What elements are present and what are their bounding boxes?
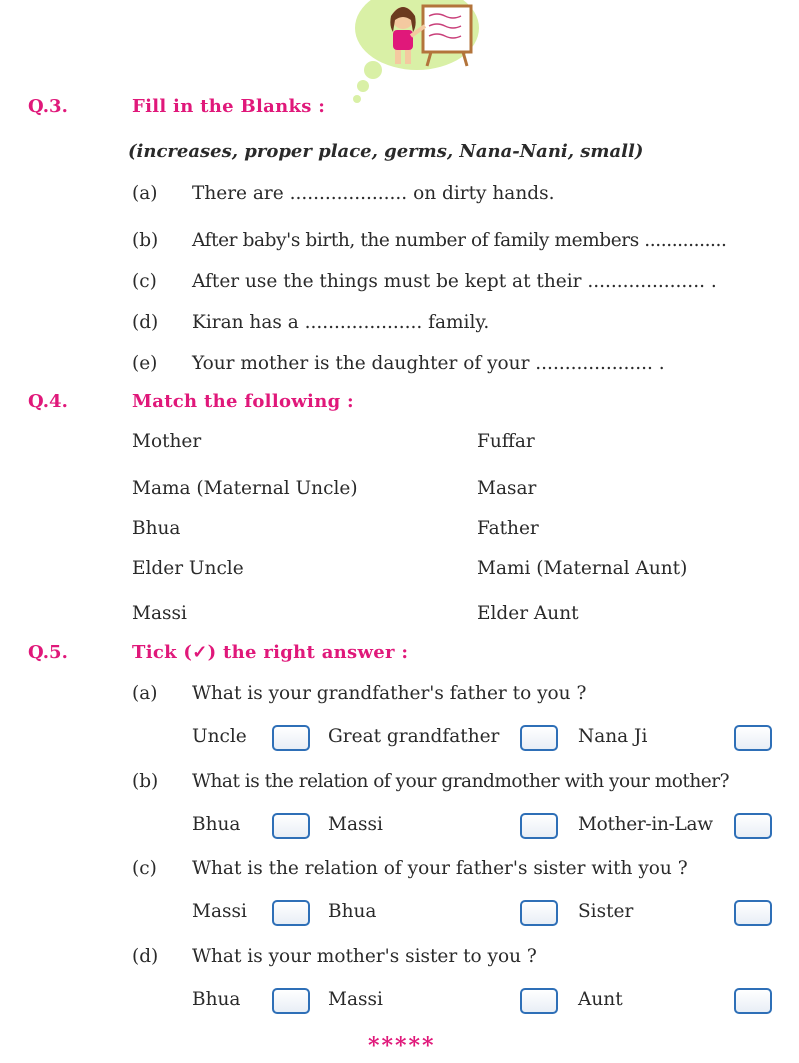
q5-c-checkbox-3[interactable] (734, 900, 772, 926)
q5-c-checkbox-1[interactable] (272, 900, 310, 926)
q5-item-a-question: What is your grandfather's father to you ? (192, 683, 587, 704)
q5-item-d-question: What is your mother's sister to you ? (192, 946, 537, 967)
q4-title: Match the following : (132, 391, 354, 412)
q3-item-d-label: (d) (132, 312, 159, 333)
q4-left-2: Mama (Maternal Uncle) (132, 478, 358, 499)
q5-a-checkbox-1[interactable] (272, 725, 310, 751)
q3-item-c-text: After use the things must be kept at their .................... . (192, 271, 717, 292)
q5-b-checkbox-2[interactable] (520, 813, 558, 839)
q5-c-option-2: Bhua (328, 901, 377, 922)
q5-a-checkbox-3[interactable] (734, 725, 772, 751)
q5-d-option-3: Aunt (578, 989, 623, 1010)
q5-a-option-2: Great grandfather (328, 726, 500, 747)
q4-right-2: Masar (477, 478, 537, 499)
q5-item-d-label: (d) (132, 946, 159, 967)
q5-d-option-2: Massi (328, 989, 383, 1010)
q4-left-3: Bhua (132, 518, 181, 539)
q5-b-option-2: Massi (328, 814, 383, 835)
q5-item-b-question: What is the relation of your grandmother with your mother? (192, 771, 729, 792)
q5-b-checkbox-1[interactable] (272, 813, 310, 839)
q5-a-checkbox-2[interactable] (520, 725, 558, 751)
q4-left-5: Massi (132, 603, 187, 624)
q3-item-c-label: (c) (132, 271, 157, 292)
q3-item-e-label: (e) (132, 353, 158, 374)
q5-d-checkbox-2[interactable] (520, 988, 558, 1014)
q3-item-b-text: After baby's birth, the number of family members ............... (192, 230, 727, 251)
q5-item-c-question: What is the relation of your father's sister with you ? (192, 858, 688, 879)
q3-item-d-text: Kiran has a .................... family. (192, 312, 490, 333)
q5-b-checkbox-3[interactable] (734, 813, 772, 839)
q5-b-option-3: Mother-in-Law (578, 814, 713, 835)
q5-d-checkbox-1[interactable] (272, 988, 310, 1014)
q5-number: Q.5. (28, 642, 68, 663)
q3-item-a-label: (a) (132, 183, 158, 204)
q4-right-1: Fuffar (477, 431, 535, 452)
q4-left-4: Elder Uncle (132, 558, 244, 579)
q3-number: Q.3. (28, 96, 68, 117)
q3-item-e-text: Your mother is the daughter of your .................... . (192, 353, 665, 374)
q5-item-b-label: (b) (132, 771, 159, 792)
q4-right-5: Elder Aunt (477, 603, 579, 624)
q5-d-option-1: Bhua (192, 989, 241, 1010)
q5-c-option-3: Sister (578, 901, 634, 922)
q4-number: Q.4. (28, 391, 68, 412)
teacher-illustration (345, 0, 495, 105)
q5-c-checkbox-2[interactable] (520, 900, 558, 926)
q5-c-option-1: Massi (192, 901, 247, 922)
q3-item-a-text: There are .................... on dirty hands. (192, 183, 555, 204)
footer-stars: ***** (368, 1033, 436, 1059)
q5-item-a-label: (a) (132, 683, 158, 704)
q3-title: Fill in the Blanks : (132, 96, 326, 117)
q5-a-option-1: Uncle (192, 726, 247, 747)
q4-left-1: Mother (132, 431, 202, 452)
q3-options: (increases, proper place, germs, Nana-Nani, small) (128, 141, 644, 162)
q5-title: Tick (✓) the right answer : (132, 642, 409, 663)
q5-a-option-3: Nana Ji (578, 726, 648, 747)
q4-right-4: Mami (Maternal Aunt) (477, 558, 688, 579)
q4-right-3: Father (477, 518, 539, 539)
q5-item-c-label: (c) (132, 858, 157, 879)
q5-d-checkbox-3[interactable] (734, 988, 772, 1014)
q5-b-option-1: Bhua (192, 814, 241, 835)
q3-item-b-label: (b) (132, 230, 159, 251)
